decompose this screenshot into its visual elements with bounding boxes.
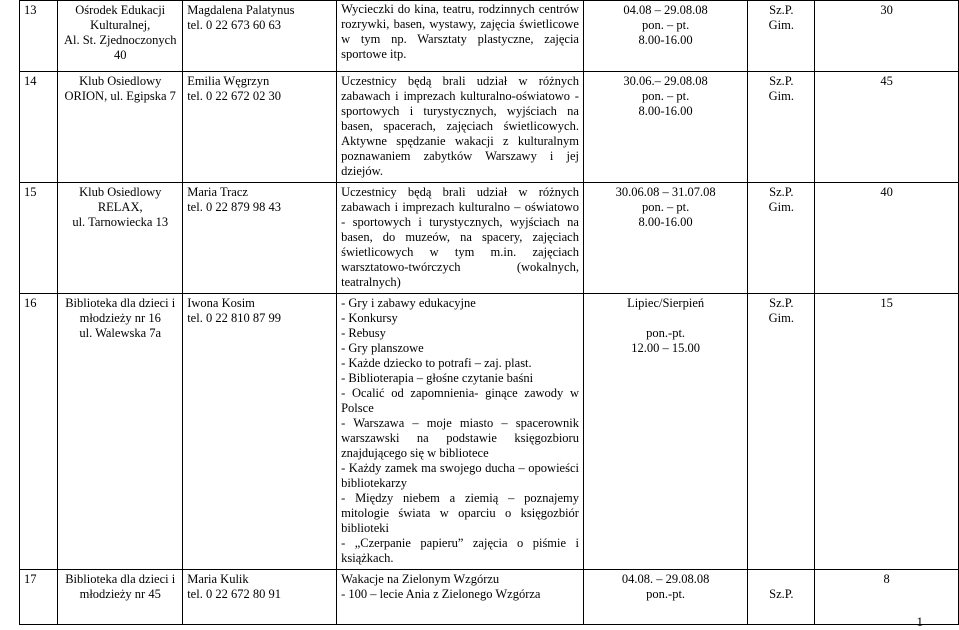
schedule: [583, 183, 747, 294]
activity-description-line: Wycieczki do kina, teatru, rodzinnych centrów rozrywki, basen, wystawy, zajęcia świetlicowe w tym np. Warsztaty plastyczne, zajęcia sportowe itp.: [341, 2, 583, 61]
school-level-line: Sz.P.: [769, 185, 794, 199]
schedule: [583, 294, 747, 570]
contact-person-line: tel. 0 22 879 98 43: [187, 200, 281, 214]
participant-count: 45: [815, 72, 959, 183]
participant-count: 40: [815, 183, 959, 294]
activity-description-line: Wakacje na Zielonym Wzgórzu: [341, 572, 500, 586]
page-number: 1: [916, 614, 923, 629]
schedule-line: pon. – pt.: [641, 200, 690, 214]
schedule: [583, 570, 747, 625]
contact-person-line: tel. 0 22 672 80 91: [187, 587, 281, 601]
table-row: [20, 72, 959, 183]
row-number: 14: [20, 72, 58, 183]
activity-description-line: Uczestnicy będą brali udział w różnych zabawach i imprezach kulturalno-oświatowo - sportowych i turystycznych, wyjściach na basen, spacerach, zajęciach świetlicowych. Aktywne spędzanie wakacji z kulturalnym poznawaniem zabytków Warszawy i jej dziejów.: [341, 74, 583, 178]
activity-description-line: - Konkursy: [341, 311, 398, 325]
table-row: [20, 294, 959, 570]
school-level: [748, 72, 815, 183]
schedule-line: Lipiec/Sierpień: [627, 296, 705, 310]
contact-person-line: Maria Kulik: [187, 572, 249, 586]
activity-description-line: - Ocalić od zapomnienia- ginące zawody w Polsce: [341, 386, 583, 415]
contact-person: [183, 72, 337, 183]
institution-name-line: Klub Osiedlowy: [79, 185, 162, 199]
school-level: [748, 1, 815, 72]
schedule-line: 8.00-16.00: [638, 215, 693, 229]
activity-description-line: - „Czerpanie papieru” zajęcia o piśmie i książkach.: [341, 536, 583, 565]
activity-description: [337, 72, 584, 183]
schedule-line: 8.00-16.00: [638, 33, 693, 47]
program-table: [19, 0, 959, 625]
schedule-line: [588, 311, 743, 326]
activity-description-line: - Każdy zamek ma swojego ducha – opowieści bibliotekarzy: [341, 461, 583, 490]
schedule-line: 30.06.– 29.08.08: [623, 74, 708, 88]
schedule-line: pon.-pt.: [646, 326, 686, 340]
institution-name-line: Biblioteka dla dzieci i: [65, 572, 176, 586]
participant-count: 8: [815, 570, 959, 625]
activity-description-line: - Warszawa – moje miasto – spacerownik warszawski na podstawie księgozbioru znajdującego się w bibliotece: [341, 416, 583, 460]
schedule-line: 04.08 – 29.08.08: [623, 3, 708, 17]
activity-description: [337, 570, 584, 625]
participant-count: 15: [815, 294, 959, 570]
institution-name-line: Ośrodek Edukacji: [75, 3, 166, 17]
contact-person: [183, 570, 337, 625]
row-number: 13: [20, 1, 58, 72]
institution-name-line: RELAX,: [97, 200, 143, 214]
school-level-line: Sz.P.: [769, 3, 794, 17]
institution-name: [58, 570, 183, 625]
school-level-line: [752, 572, 810, 587]
school-level: [748, 183, 815, 294]
institution-name: [58, 183, 183, 294]
institution-name-line: Klub Osiedlowy: [79, 74, 162, 88]
schedule: [583, 1, 747, 72]
table-row: [20, 570, 959, 625]
institution-name: [58, 72, 183, 183]
schedule-line: 12.00 – 15.00: [631, 341, 700, 355]
row-number: 16: [20, 294, 58, 570]
row-number: 15: [20, 183, 58, 294]
school-level-line: Sz.P.: [769, 296, 794, 310]
contact-person-line: Emilia Węgrzyn: [187, 74, 270, 88]
activity-description: [337, 183, 584, 294]
activity-description-line: - 100 – lecie Ania z Zielonego Wzgórza: [341, 587, 541, 601]
institution-name-line: ul. Tarnowiecka 13: [72, 215, 169, 229]
institution-name: [58, 294, 183, 570]
institution-name: [58, 1, 183, 72]
contact-person: [183, 294, 337, 570]
activity-description-line: - Między niebem a ziemią – poznajemy mitologie świata w oparciu o księgozbiór biblioteki: [341, 491, 583, 535]
school-level-line: Sz.P.: [769, 587, 794, 601]
contact-person-line: Iwona Kosim: [187, 296, 255, 310]
contact-person: [183, 183, 337, 294]
institution-name-line: Biblioteka dla dzieci i: [65, 296, 176, 310]
activity-description: [337, 294, 584, 570]
institution-name-line: młodzieży nr 16: [79, 311, 161, 325]
institution-name-line: 40: [113, 48, 127, 62]
contact-person: [183, 1, 337, 72]
activity-description-line: - Gry planszowe: [341, 341, 424, 355]
school-level: [748, 570, 815, 625]
activity-description-line: - Każde dziecko to potrafi – zaj. plast.: [341, 356, 532, 370]
school-level-line: Gim.: [768, 311, 794, 325]
school-level-line: Gim.: [768, 200, 794, 214]
activity-description-line: - Rebusy: [341, 326, 386, 340]
institution-name-line: Kulturalnej,: [90, 18, 151, 32]
school-level-line: Gim.: [768, 18, 794, 32]
school-level-line: Sz.P.: [769, 74, 794, 88]
institution-name-line: młodzieży nr 45: [79, 587, 161, 601]
contact-person-line: tel. 0 22 810 87 99: [187, 311, 281, 325]
schedule-line: pon. – pt.: [641, 89, 690, 103]
contact-person-line: Magdalena Palatynus: [187, 3, 295, 17]
table-row: [20, 1, 959, 72]
schedule-line: pon.-pt.: [646, 587, 686, 601]
activity-description-line: - Gry i zabawy edukacyjne: [341, 296, 476, 310]
schedule: [583, 72, 747, 183]
schedule-line: 04.08. – 29.08.08: [621, 572, 710, 586]
schedule-line: 30.06.08 – 31.07.08: [615, 185, 716, 199]
row-number: 17: [20, 570, 58, 625]
activity-description-line: - Biblioterapia – głośne czytanie baśni: [341, 371, 534, 385]
activity-description-line: Uczestnicy będą brali udział w różnych zabawach i imprezach kulturalno – oświatowo - sportowych i turystycznych, wyjściach na basen, do muzeów, na spacery, zajęciach świetlicowych w tym m.in. zajęciach warsztatowo-twórczych (wokalnych, teatralnych): [341, 185, 583, 289]
schedule-line: 8.00-16.00: [638, 104, 693, 118]
contact-person-line: tel. 0 22 673 60 63: [187, 18, 281, 32]
contact-person-line: Maria Tracz: [187, 185, 248, 199]
school-level-line: Gim.: [768, 89, 794, 103]
contact-person-line: tel. 0 22 672 02 30: [187, 89, 281, 103]
schedule-line: pon. – pt.: [641, 18, 690, 32]
table-row: [20, 183, 959, 294]
institution-name-line: Al. St. Zjednoczonych: [63, 33, 177, 47]
institution-name-line: ul. Walewska 7a: [79, 326, 162, 340]
school-level: [748, 294, 815, 570]
activity-description: [337, 1, 584, 72]
participant-count: 30: [815, 1, 959, 72]
institution-name-line: ORION, ul. Egipska 7: [64, 89, 176, 103]
